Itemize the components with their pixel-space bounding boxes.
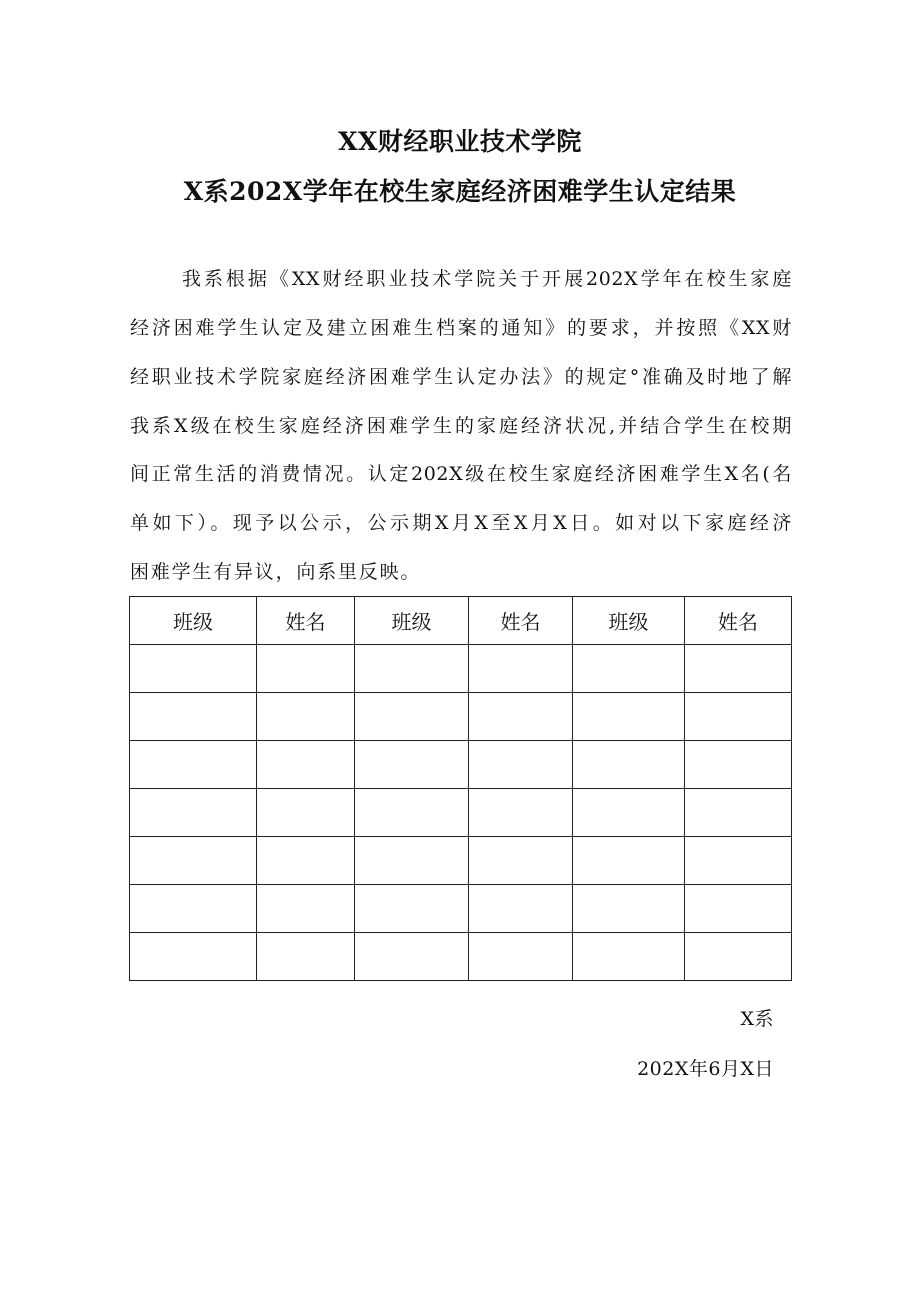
table-cell	[573, 885, 685, 933]
table-cell	[257, 645, 355, 693]
table-cell	[257, 885, 355, 933]
table-cell	[685, 693, 792, 741]
table-header-row	[130, 597, 792, 645]
table-row	[130, 693, 792, 741]
table-cell	[130, 885, 257, 933]
table-cell	[573, 741, 685, 789]
table-cell	[685, 933, 792, 981]
table-cell	[685, 645, 792, 693]
table-cell	[355, 885, 469, 933]
column-header-name: 姓名	[469, 597, 573, 645]
body-line: 经济困难学生认定及建立困难生档案的通知》的要求，并按照《XX财	[130, 317, 792, 339]
table-cell	[573, 837, 685, 885]
table-cell	[573, 645, 685, 693]
table-row	[130, 741, 792, 789]
table-cell	[469, 693, 573, 741]
table-cell	[469, 645, 573, 693]
body-line: 经职业技术学院家庭经济困难学生认定办法》的规定°准确及时地了解	[130, 366, 792, 388]
table-cell	[685, 837, 792, 885]
table-cell	[257, 789, 355, 837]
table-cell	[257, 837, 355, 885]
table-row	[130, 885, 792, 933]
table-cell	[469, 837, 573, 885]
student-roster-table	[129, 596, 792, 981]
table-cell	[355, 789, 469, 837]
table-cell	[257, 741, 355, 789]
table-body	[130, 645, 792, 981]
table-cell	[257, 693, 355, 741]
table-row	[130, 789, 792, 837]
table-cell	[130, 741, 257, 789]
body-line: 我系X级在校生家庭经济困难学生的家庭经济状况,并结合学生在校期	[130, 415, 792, 437]
table-cell	[130, 789, 257, 837]
table-cell	[130, 645, 257, 693]
table-row	[130, 645, 792, 693]
body-line: 我系根据《XX财经职业技术学院关于开展202X学年在校生家庭	[182, 268, 792, 290]
column-header-class: 班级	[130, 597, 257, 645]
table-cell	[355, 645, 469, 693]
table-cell	[469, 741, 573, 789]
table-cell	[355, 741, 469, 789]
table-cell	[130, 933, 257, 981]
column-header-class: 班级	[355, 597, 469, 645]
table-cell	[573, 693, 685, 741]
signature-department: X系	[740, 1008, 774, 1030]
table-row	[130, 837, 792, 885]
table-cell	[469, 933, 573, 981]
table-cell	[355, 933, 469, 981]
table-cell	[469, 885, 573, 933]
table-cell	[573, 789, 685, 837]
body-line: 困难学生有异议，向系里反映。	[130, 561, 422, 583]
body-line: 间正常生活的消费情况。认定202X级在校生家庭经济困难学生X名(名	[130, 463, 792, 485]
table-cell	[685, 885, 792, 933]
column-header-name: 姓名	[685, 597, 792, 645]
table-cell	[130, 837, 257, 885]
signature-date: 202X年6月X日	[637, 1058, 774, 1080]
body-line: 单如下）。现予以公示，公示期X月X至X月X日。如对以下家庭经济	[130, 512, 792, 534]
table-row	[130, 933, 792, 981]
table-cell	[469, 789, 573, 837]
table-cell	[257, 933, 355, 981]
document-title-result: X系202X学年在校生家庭经济困难学生认定结果	[183, 177, 737, 206]
table-cell	[130, 693, 257, 741]
table-cell	[355, 693, 469, 741]
table-cell	[573, 933, 685, 981]
column-header-class: 班级	[573, 597, 685, 645]
column-header-name: 姓名	[257, 597, 355, 645]
table-cell	[685, 789, 792, 837]
table-cell	[685, 741, 792, 789]
document-title-institution: XX财经职业技术学院	[338, 127, 582, 156]
table-cell	[355, 837, 469, 885]
